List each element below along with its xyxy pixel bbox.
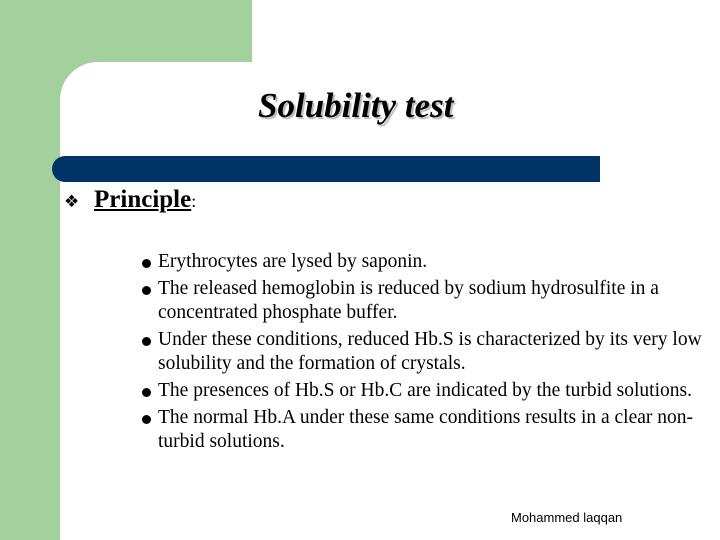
filled-circle-bullet-icon [142, 415, 151, 424]
list-item [138, 406, 703, 454]
list-item [138, 277, 703, 325]
slide-title: Solubility test [258, 86, 454, 125]
filled-circle-bullet-icon [142, 286, 151, 295]
filled-circle-bullet-icon [142, 259, 151, 268]
list-item-text: The presences of Hb.S or Hb.C are indicated by the turbid solutions. [158, 380, 692, 401]
section-heading [94, 186, 196, 214]
list-item [138, 250, 703, 274]
list-item-text: The released hemoglobin is reduced by sodium hydrosulfite in a concentrated phosphate buffer. [158, 278, 659, 323]
list-item-text: The normal Hb.A under these same conditions results in a clear non-turbid solutions. [158, 407, 694, 452]
filled-circle-bullet-icon [142, 388, 151, 397]
principle-points-list [138, 250, 703, 457]
title-underline-bar [52, 156, 600, 182]
list-item-text: Under these conditions, reduced Hb.S is characterized by its very low solubility and the formation of crystals. [158, 329, 702, 374]
diamond-quad-bullet-icon: ❖ [64, 192, 80, 212]
list-item [138, 379, 703, 403]
section-heading-label: Principle [94, 186, 192, 213]
list-item [138, 328, 703, 376]
section-heading-colon: : [191, 191, 197, 211]
filled-circle-bullet-icon [142, 337, 151, 346]
author-footer: Mohammed laqqan [511, 510, 623, 525]
list-item-text: Erythrocytes are lysed by saponin. [158, 251, 428, 272]
